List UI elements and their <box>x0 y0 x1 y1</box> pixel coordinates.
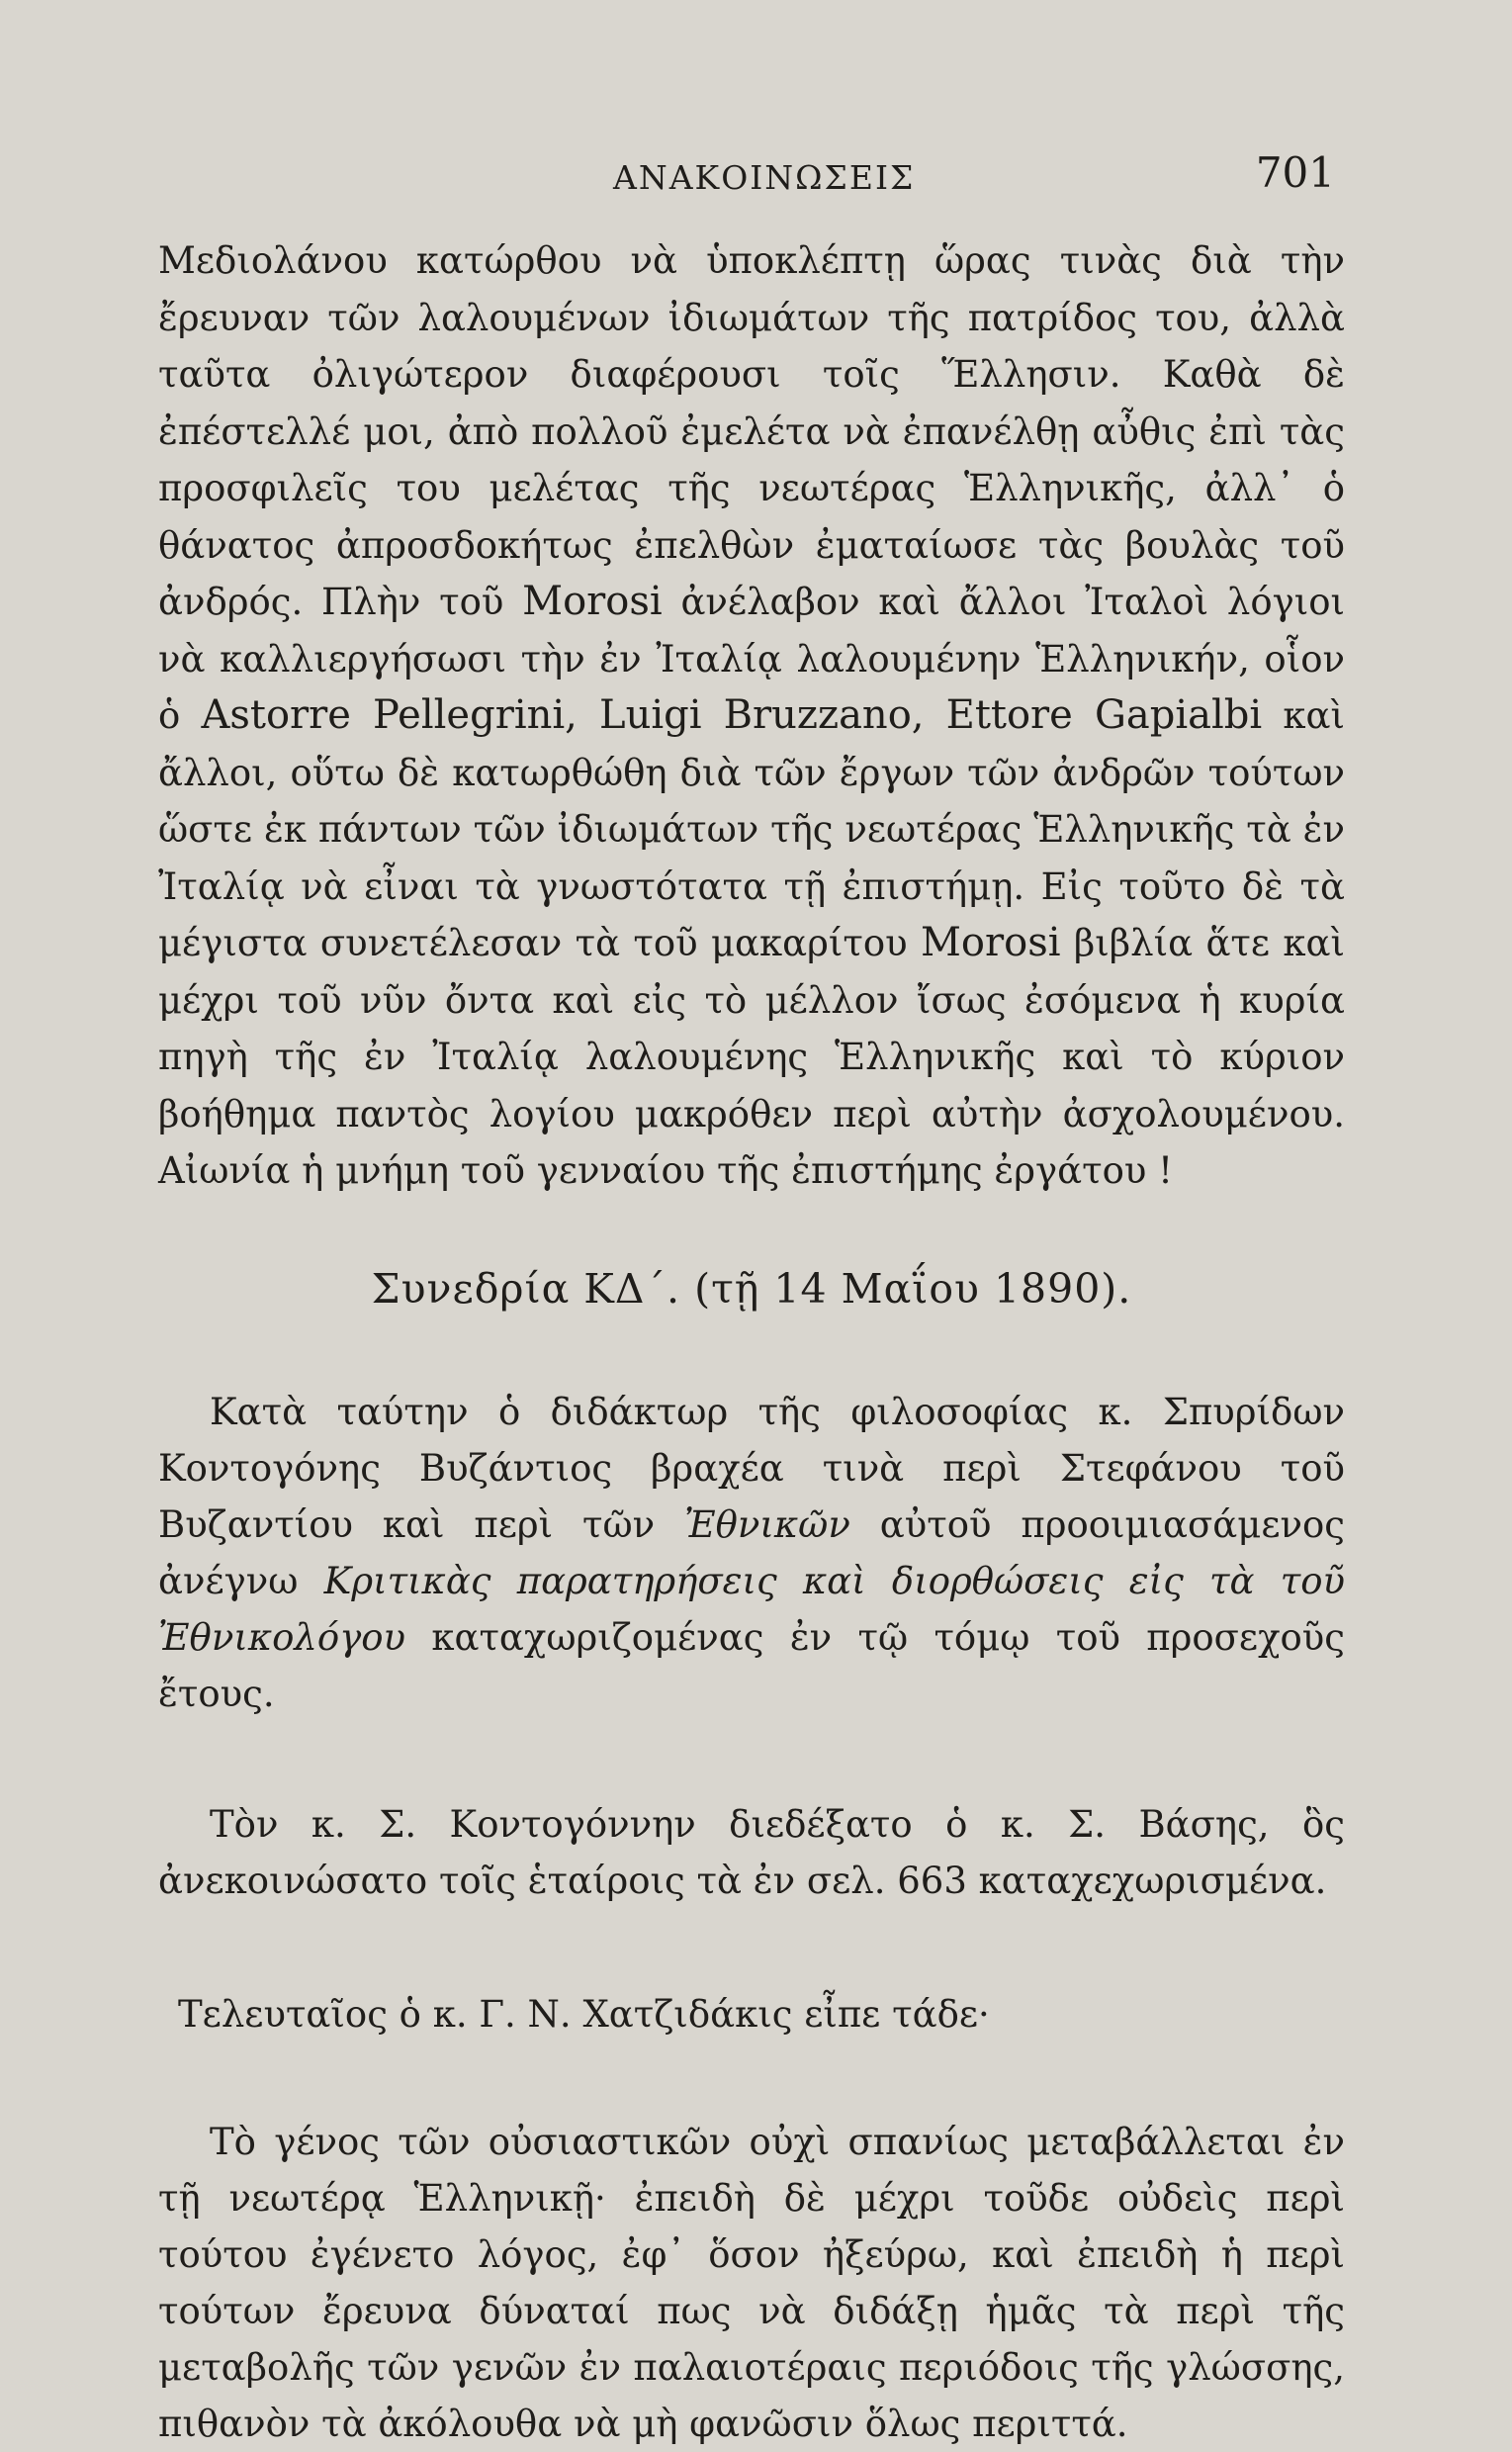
paragraph-kontogonis <box>158 1384 1345 1722</box>
paragraph-gender-nouns: Τὸ γένος τῶν οὐσιαστικῶν οὐχὶ σπανίως μεταβάλλεται ἐν τῇ νεωτέρᾳ Ἑλληνικῇ· ἐπειδὴ δὲ μέχρι τοῦδε οὐδεὶς περὶ τούτου ἐγένετο λόγος, ἐφ᾽ ὅσον ἠξεύρω, καὶ ἐπειδὴ ἡ περὶ τούτων ἔρευνα δύναταί πως νὰ διδάξῃ ἡμᾶς τὰ περὶ τῆς μεταβολῆς τῶν γενῶν ἐν παλαιοτέραις περιόδοις τῆς γλώσσης, πιθανὸν τὰ ἀκόλουθα νὰ μὴ φανῶσιν ὅλως περιττά. <box>158 2120 1345 2445</box>
latin-name: Morosi <box>920 920 1061 965</box>
paragraph-vasis: Τὸν κ. Σ. Κοντογόννην διεδέξατο ὁ κ. Σ. Βάσης, ὃς ἀνεκοινώσατο τοῖς ἑταίροις τὰ ἐν σελ. 663 καταχεχωρισμένα. <box>158 1802 1345 1902</box>
text-run: καταχωριζομένας ἐν τῷ τόμῳ τοῦ προσεχοῦς ἔτους. <box>158 1615 1345 1715</box>
paragraph-morosi <box>158 232 1345 1200</box>
text-run: καὶ ἄλλοι, οὕτω δὲ κατωρθώθη διὰ τῶν ἔργων τῶν ἀνδρῶν τούτων ὥστε ἐκ πάντων τῶν ἰδιωμάτων τῆς νεωτέρας Ἑλληνικῆς τὰ ἐν Ἰταλίᾳ νὰ εἶναι τὰ γνωστότατα τῇ ἐπιστήμῃ. Εἰς τοῦτο δὲ τὰ μέγιστα συνετέλεσαν τὰ τοῦ μακαρίτου <box>158 694 1345 964</box>
text-run: Κατὰ ταύτην ὁ διδάκτωρ τῆς φιλοσοφίας κ. Σπυρίδων Κοντογόνης Βυζάντιος βραχέα τινὰ περὶ Στεφάνου τοῦ Βυζαντίου καὶ περὶ τῶν <box>158 1390 1345 1546</box>
italic-title: Κριτικὰς παρατηρήσεις καὶ διορθώσεις εἰς τὰ τοῦ Ἐθνικολόγου <box>158 1559 1345 1659</box>
page-header <box>148 148 1335 208</box>
latin-names: Astorre Pellegrini, Luigi Bruzzano, Ettore Gapialbi <box>201 692 1263 738</box>
page-body <box>158 232 1345 2452</box>
text-run: βιβλία ἅτε καὶ μέχρι τοῦ νῦν ὄντα καὶ εἰς τὸ μέλλον ἴσως ἐσόμενα ἡ κυρία πηγὴ τῆς ἐν Ἰταλίᾳ λαλουμένης Ἑλληνικῆς καὶ τὸ κύριον βοήθημα παντὸς λογίου μακρόθεν περὶ αὐτὴν ἀσχολουμένου. Αἰωνία ἡ μνήμη τοῦ γενναίου τῆς ἐπιστήμης ἐργάτου ! <box>158 922 1346 1192</box>
session-heading: Συνεδρία ΚΔ΄. (τῇ 14 Μαΐου 1890). <box>371 1264 1132 1313</box>
page-number: 701 <box>1255 148 1335 197</box>
running-head: ΑΝΑΚΟΙΝΩΣΕΙΣ <box>613 158 916 197</box>
paragraph-hatzidakis-intro: Τελευταῖος ὁ κ. Γ. Ν. Χατζιδάκις εἶπε τάδε· <box>178 1992 990 2036</box>
italic-title: Ἐθνικῶν <box>684 1502 850 1546</box>
text-run: ἀνέλαβον καὶ ἄλλοι Ἰταλοὶ λόγιοι νὰ καλλιεργήσωσι τὴν ἐν Ἰταλίᾳ λαλουμένην Ἑλληνικήν, οἷον ὁ <box>158 581 1346 737</box>
latin-name: Morosi <box>522 579 663 624</box>
text-run: αὐτοῦ προοιμιασάμενος ἀνέγνω <box>158 1502 1345 1602</box>
text-run: Μεδιολάνου κατώρθου νὰ ὑποκλέπτῃ ὥρας τινὰς διὰ τὴν ἔρευναν τῶν λαλουμένων ἰδιωμάτων τῆς πατρίδος του, ἀλλὰ ταῦτα ὀλιγώτερον διαφέρουσι τοῖς Ἕλλησιν. Καθὰ δὲ ἐπέστελλέ μοι, ἀπὸ πολλοῦ ἐμελέτα νὰ ἐπανέλθῃ αὖθις ἐπὶ τὰς προσφιλεῖς του μελέτας τῆς νεωτέρας Ἑλληνικῆς, ἀλλ᾽ ὁ θάνατος ἀπροσδοκήτως ἐπελθὼν ἐματαίωσε τὰς βουλὰς τοῦ ἀνδρός. Πλὴν τοῦ <box>158 239 1345 623</box>
